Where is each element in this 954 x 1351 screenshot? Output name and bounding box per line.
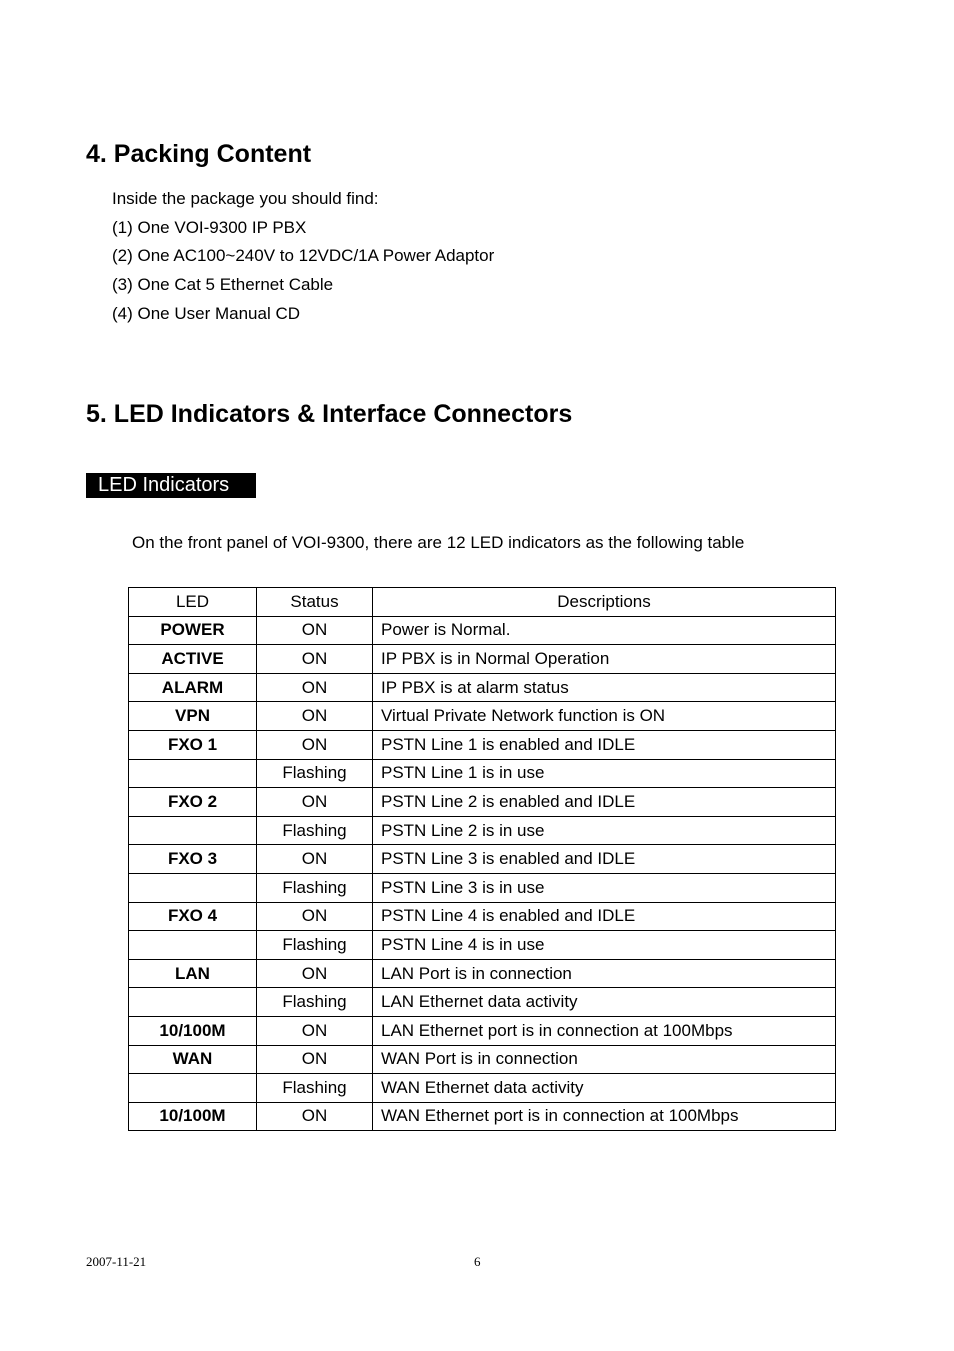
header-status: Status (257, 588, 373, 617)
table-row (129, 959, 836, 988)
packing-item: (4) One User Manual CD (112, 303, 301, 323)
packing-item: (2) One AC100~240V to 12VDC/1A Power Adaptor (112, 246, 495, 266)
led-cell: 10/100M (129, 1016, 257, 1045)
status-cell: ON (257, 902, 373, 931)
led-cell: ACTIVE (129, 645, 257, 674)
table-row (129, 902, 836, 931)
description-cell: WAN Ethernet data activity (373, 1074, 836, 1103)
led-indicator-table (128, 587, 836, 1131)
description-cell: PSTN Line 1 is enabled and IDLE (373, 730, 836, 759)
status-cell: ON (257, 788, 373, 817)
footer-page-number: 6 (474, 1254, 481, 1269)
table-row (129, 673, 836, 702)
led-indicators-subheading: LED Indicators (86, 473, 256, 498)
led-cell: FXO 2 (129, 788, 257, 817)
description-cell: LAN Ethernet data activity (373, 988, 836, 1017)
status-cell: Flashing (257, 873, 373, 902)
table-row (129, 931, 836, 960)
table-row (129, 759, 836, 788)
table-row (129, 730, 836, 759)
description-cell: PSTN Line 1 is in use (373, 759, 836, 788)
table-row (129, 1102, 836, 1131)
led-cell: FXO 4 (129, 902, 257, 931)
table-row (129, 816, 836, 845)
description-cell: WAN Port is in connection (373, 1045, 836, 1074)
status-cell: ON (257, 1102, 373, 1131)
led-cell (129, 873, 257, 902)
footer-date: 2007-11-21 (86, 1254, 147, 1269)
description-cell: PSTN Line 2 is enabled and IDLE (373, 788, 836, 817)
description-cell: PSTN Line 3 is in use (373, 873, 836, 902)
description-cell: LAN Port is in connection (373, 959, 836, 988)
led-cell (129, 988, 257, 1017)
description-cell: WAN Ethernet port is in connection at 100Mbps (373, 1102, 836, 1131)
description-cell: PSTN Line 3 is enabled and IDLE (373, 845, 836, 874)
description-cell: PSTN Line 4 is in use (373, 931, 836, 960)
status-cell: ON (257, 959, 373, 988)
description-cell: IP PBX is at alarm status (373, 673, 836, 702)
header-descriptions: Descriptions (373, 588, 836, 617)
led-cell: WAN (129, 1045, 257, 1074)
led-cell: ALARM (129, 673, 257, 702)
led-cell (129, 1074, 257, 1103)
status-cell: ON (257, 845, 373, 874)
status-cell: ON (257, 616, 373, 645)
led-cell: FXO 3 (129, 845, 257, 874)
description-cell: Power is Normal. (373, 616, 836, 645)
table-row (129, 1045, 836, 1074)
packing-intro: Inside the package you should find: (112, 189, 379, 208)
table-row (129, 645, 836, 674)
packing-list (112, 185, 494, 329)
table-row (129, 616, 836, 645)
table-row (129, 702, 836, 731)
led-cell: LAN (129, 959, 257, 988)
description-cell: PSTN Line 4 is enabled and IDLE (373, 902, 836, 931)
led-cell: 10/100M (129, 1102, 257, 1131)
status-cell: Flashing (257, 931, 373, 960)
header-led: LED (129, 588, 257, 617)
description-cell: IP PBX is in Normal Operation (373, 645, 836, 674)
table-row (129, 1074, 836, 1103)
table-row (129, 845, 836, 874)
section-5-title: 5. LED Indicators & Interface Connectors (86, 400, 573, 428)
status-cell: Flashing (257, 1074, 373, 1103)
status-cell: Flashing (257, 988, 373, 1017)
led-cell (129, 759, 257, 788)
led-cell: POWER (129, 616, 257, 645)
led-table-intro: On the front panel of VOI-9300, there are 12 LED indicators as the following table (132, 533, 745, 552)
led-cell (129, 931, 257, 960)
status-cell: ON (257, 1045, 373, 1074)
status-cell: Flashing (257, 759, 373, 788)
description-cell: Virtual Private Network function is ON (373, 702, 836, 731)
table-header-row (129, 588, 836, 617)
led-cell (129, 816, 257, 845)
packing-item: (3) One Cat 5 Ethernet Cable (112, 275, 334, 295)
table-row (129, 788, 836, 817)
table-row (129, 873, 836, 902)
status-cell: ON (257, 1016, 373, 1045)
table-row (129, 988, 836, 1017)
led-cell: VPN (129, 702, 257, 731)
packing-item: (1) One VOI-9300 IP PBX (112, 217, 307, 237)
description-cell: PSTN Line 2 is in use (373, 816, 836, 845)
status-cell: ON (257, 673, 373, 702)
description-cell: LAN Ethernet port is in connection at 100Mbps (373, 1016, 836, 1045)
status-cell: ON (257, 702, 373, 731)
section-4-title: 4. Packing Content (86, 140, 312, 168)
led-cell: FXO 1 (129, 730, 257, 759)
status-cell: ON (257, 730, 373, 759)
status-cell: ON (257, 645, 373, 674)
status-cell: Flashing (257, 816, 373, 845)
table-row (129, 1016, 836, 1045)
